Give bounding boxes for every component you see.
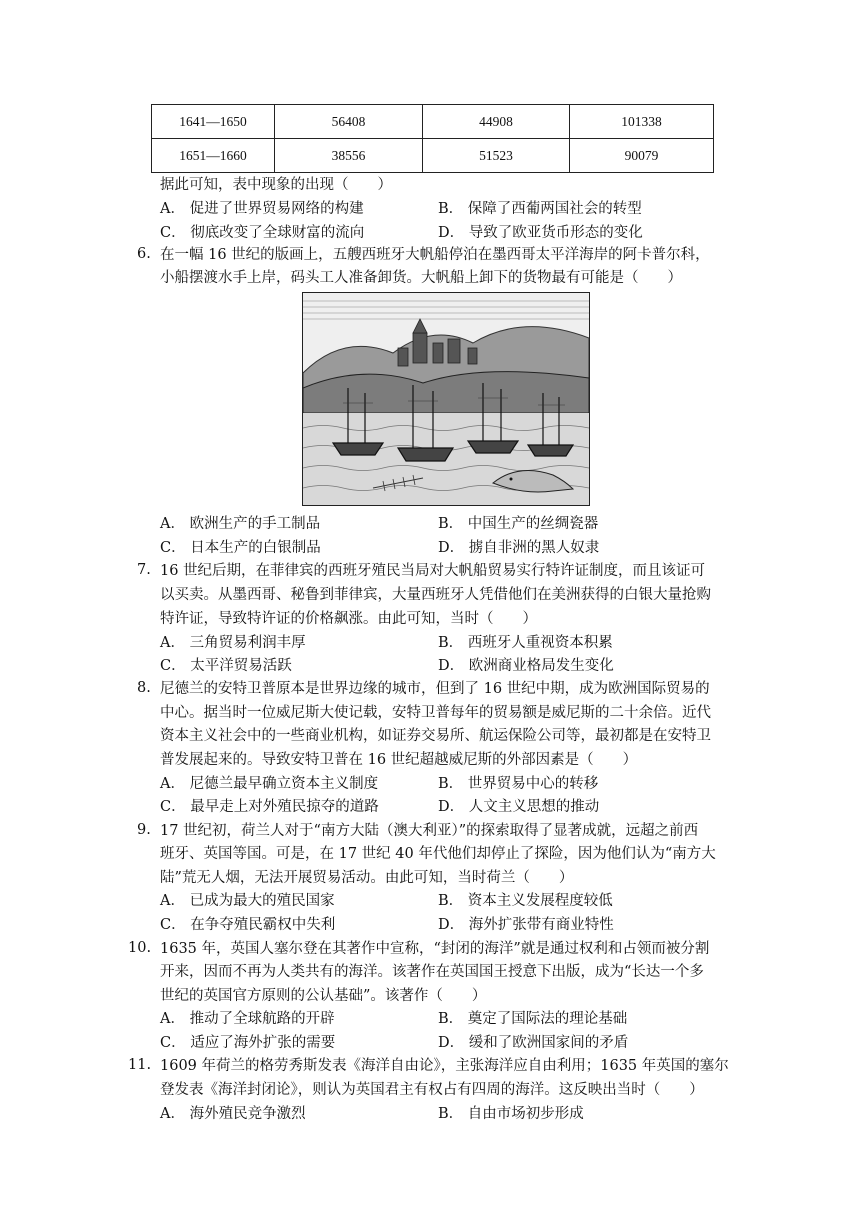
q8-line-3: 资本主义社会中的一些商业机构，如证券交易所、航运保险公司等，最初都是在安特卫 [160,728,711,744]
table-cell: 90079 [570,139,714,173]
table-cell: 51523 [423,139,570,173]
q7-option-a: A． 三角贸易利润丰厚 [160,635,306,651]
q7-option-b: B． 西班牙人重视资本积累 [438,635,613,651]
table-cell: 1651—1660 [152,139,275,173]
q7-number: 7. [137,562,151,578]
q5-option-c: C． 彻底改变了全球财富的流向 [160,225,365,241]
q10-option-d: D． 缓和了欧洲国家间的矛盾 [438,1035,629,1051]
q10-option-a: A． 推动了全球航路的开辟 [160,1011,335,1027]
q6-line-1: 在一幅 16 世纪的版画上，五艘西班牙大帆船停泊在墨西哥太平洋海岸的阿卡普尔科， [160,247,710,263]
q7-option-d: D． 欧洲商业格局发生变化 [438,658,614,674]
table-cell: 101338 [570,105,714,139]
q8-option-c: C． 最早走上对外殖民掠夺的道路 [160,799,379,815]
engraving-ships-harbor-image [302,292,590,506]
engraving-ships-harbor-drawing [303,293,589,505]
table-row [152,105,714,139]
q10-number: 10. [128,940,152,956]
q7-option-c: C． 太平洋贸易活跃 [160,658,292,674]
q7-line-3: 特许证，导致特许证的价格飙涨。由此可知，当时（ ） [160,611,537,627]
q11-line-1: 1609 年荷兰的格劳秀斯发表《海洋自由论》，主张海洋应自由利用；1635 年英国的塞尔 [160,1058,729,1074]
trade-data-table [151,104,714,173]
q9-number: 9. [137,822,151,838]
q5-option-b: B． 保障了西葡两国社会的转型 [438,201,642,217]
q9-line-3: 陆”荒无人烟，无法开展贸易活动。由此可知，当时荷兰（ ） [160,870,574,886]
q11-option-a: A． 海外殖民竞争激烈 [160,1106,306,1122]
q9-option-b: B． 资本主义发展程度较低 [438,893,613,909]
q6-option-d: D． 掳自非洲的黑人奴隶 [438,540,600,556]
q7-line-2: 以买卖。从墨西哥、秘鲁到菲律宾，大量西班牙人凭借他们在美洲获得的白银大量抢购 [160,587,711,603]
q7-line-1: 16 世纪后期，在菲律宾的西班牙殖民当局对大帆船贸易实行特许证制度，而且该证可 [160,563,706,579]
q9-line-1: 17 世纪初，荷兰人对于“南方大陆（澳大利亚）”的探索取得了显著成就，远超之前西 [160,823,699,839]
q6-option-b: B． 中国生产的丝绸瓷器 [438,516,599,532]
q10-line-2: 开来，因而不再为人类共有的海洋。该著作在英国国王授意下出版，成为“长达一个多 [160,964,704,980]
q10-option-c: C． 适应了海外扩张的需要 [160,1035,336,1051]
table-cell: 56408 [275,105,423,139]
q10-option-b: B． 奠定了国际法的理论基础 [438,1011,628,1027]
q10-line-3: 世纪的英国官方原则的公认基础”。该著作（ ） [160,988,487,1004]
q8-line-2: 中心。据当时一位威尼斯大使记载，安特卫普每年的贸易额是威尼斯的二十余倍。近代 [160,705,711,721]
table-cell: 44908 [423,105,570,139]
table-row [152,139,714,173]
table-cell: 1641—1650 [152,105,275,139]
q8-option-b: B． 世界贸易中心的转移 [438,776,599,792]
q8-line-4: 普发展起来的。导致安特卫普在 16 世纪超越威尼斯的外部因素是（ ） [160,752,638,768]
q5-option-d: D． 导致了欧亚货币形态的变化 [438,225,643,241]
q9-option-a: A． 已成为最大的殖民国家 [160,893,335,909]
table-cell: 38556 [275,139,423,173]
q8-number: 8. [137,680,151,696]
q6-number: 6. [137,246,151,262]
q5-option-a: A． 促进了世界贸易网络的构建 [160,201,364,217]
q10-line-1: 1635 年，英国人塞尔登在其著作中宣称，“封闭的海洋”就是通过权利和占领而被分割 [160,941,710,957]
q8-option-d: D． 人文主义思想的推动 [438,799,600,815]
q8-option-a: A． 尼德兰最早确立资本主义制度 [160,776,379,792]
q11-option-b: B． 自由市场初步形成 [438,1106,584,1122]
q8-line-1: 尼德兰的安特卫普原本是世界边缘的城市，但到了 16 世纪中期，成为欧洲国际贸易的 [160,681,710,697]
q9-option-d: D． 海外扩张带有商业特性 [438,917,614,933]
q6-line-2: 小船摆渡水手上岸，码头工人准备卸货。大帆船上卸下的货物最有可能是（ ） [160,270,682,286]
q9-option-c: C． 在争夺殖民霸权中失利 [160,917,336,933]
q9-line-2: 班牙、英国等国。可是，在 17 世纪 40 年代他们却停止了探险，因为他们认为“南方大 [160,846,716,862]
q6-option-a: A． 欧洲生产的手工制品 [160,516,321,532]
q5-stem: 据此可知，表中现象的出现（ ） [160,177,392,193]
q6-option-c: C． 日本生产的白银制品 [160,540,321,556]
q11-line-2: 登发表《海洋封闭论》，则认为英国君主有权占有四周的海洋。这反映出当时（ ） [160,1082,704,1098]
q11-number: 11. [128,1057,152,1073]
